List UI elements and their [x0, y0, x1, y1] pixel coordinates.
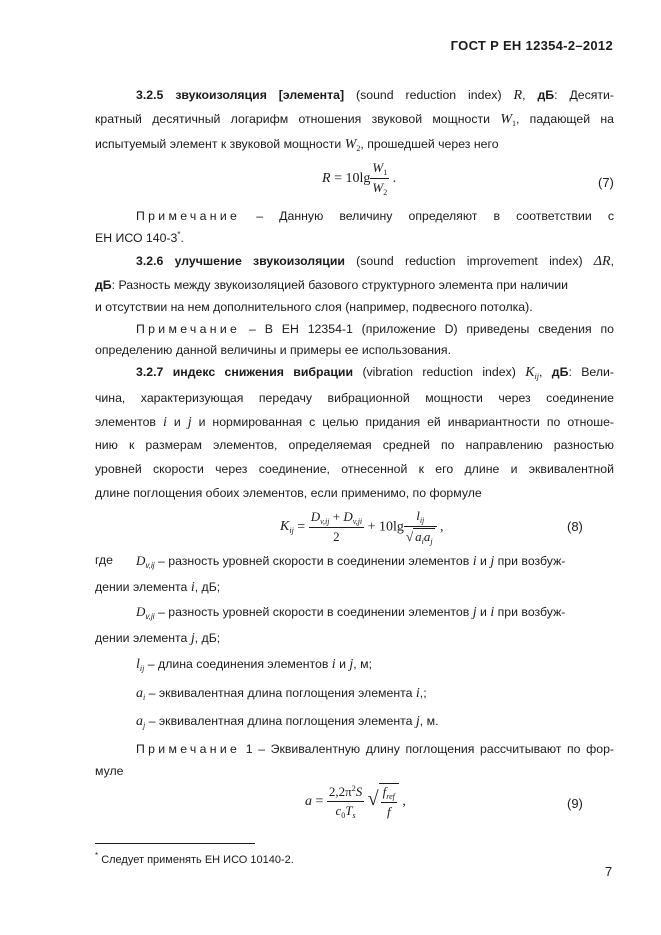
section-3-2-5-line-3: [95, 137, 614, 153]
definition-text: – эквивалентная длина поглощения элемента: [148, 714, 413, 728]
note-number: 1 –: [245, 742, 266, 756]
page-number: 7: [605, 864, 613, 879]
definition-text: длине поглощения обоих элементов, если применимо, по формуле: [95, 486, 482, 500]
note-label: Примечание: [136, 322, 241, 336]
definition-text: – разность уровней скорости в соединении элементов: [158, 605, 470, 619]
definition-aj: $a_j$ – эквивалентная длина поглощения элемента j, м.: [136, 714, 439, 730]
standard-code-header: ГОСТ Р ЕН 12354-2–2012: [450, 38, 613, 53]
definition-text: , дБ;: [194, 580, 221, 594]
note-final-line-2: [95, 764, 614, 778]
equation-8-number: (8): [567, 519, 583, 534]
definition-text: , м.: [419, 714, 439, 728]
note-text: муле: [95, 764, 124, 778]
note-3-2-5-line-2: ЕН ИСО 140-3*.: [95, 230, 184, 245]
section-3-2-7-line-2: [95, 391, 614, 405]
note-text: – В ЕН 12354-1 (приложение D) приведены сведения по: [249, 322, 615, 336]
note-3-2-6-line-1: [136, 322, 614, 336]
definition-text: испытуемый элемент к звуковой мощности: [95, 137, 342, 151]
section-number: 3.2.5: [136, 88, 164, 102]
section-3-2-7-line-4: [95, 438, 614, 452]
definition-text: ,;: [419, 686, 427, 700]
definition-text: дении элемента: [95, 580, 188, 594]
note-text: Эквивалентную длину поглощения рассчитывают по фор-: [270, 742, 614, 756]
definition-text: и: [480, 554, 487, 568]
definition-text: и: [480, 605, 487, 619]
definition-dvji-line-2: дении элемента j, дБ;: [95, 631, 221, 646]
where-label: где: [95, 553, 113, 567]
equation-9-number: (9): [567, 796, 583, 811]
footnote-marker: *: [95, 851, 99, 860]
definition-text: при возбуж-: [497, 554, 566, 568]
definition-text: – длина соединения элементов: [147, 657, 329, 671]
definition-text: при возбуж-: [497, 605, 566, 619]
definition-ai: $a_i$ – эквивалентная длина поглощения элемента i,;: [136, 686, 427, 702]
definition-text: элементов: [95, 415, 156, 429]
footnote: [95, 851, 294, 866]
definition-text: Разность между звукоизоляцией базового структурного элемента при наличии: [118, 278, 569, 292]
note-label: Примечание: [136, 742, 241, 756]
definition-text: , падающей на: [516, 112, 615, 126]
definition-text: , прошедшей через него: [360, 137, 499, 151]
definition-dvij: $D_{v,ij}$ – разность уровней скорости в соединении элементов i и j при возбуж-: [136, 553, 566, 570]
section-3-2-5-line-1: 3.2.5 звукоизоляция [элемента] (sound reduction index) R, дБ: Десяти-: [136, 88, 615, 103]
section-3-2-5-line-2: [95, 112, 614, 128]
english-term: (sound reduction improvement index): [356, 254, 583, 268]
term-title: звукоизоляция [элемента]: [175, 88, 345, 102]
definition-text: – разность уровней скорости в соединении элементов: [158, 554, 470, 568]
equation-9: a = $\frac{2,2\pi^2S}{c_0T_s}$ √ $\frac{f_{ref}}{f}$ ,: [305, 783, 406, 820]
definition-text: нию к размерам элементов, определяемая средней по направлению разностью: [95, 438, 614, 452]
definition-dvij-line-2: дении элемента i, дБ;: [95, 580, 221, 595]
equation-8: $K_{ij}$ = $\frac{D_{v,ij} + D_{v,ji}}{2}$ + 10lg $\frac{l_{ij}}{√ a_ia_j}$ ,: [280, 508, 444, 546]
definition-text: дении элемента: [95, 631, 188, 645]
note-3-2-6-line-2: [95, 343, 614, 357]
english-term: (vibration reduction index): [362, 365, 516, 379]
unit: дБ: [95, 278, 112, 292]
section-3-2-7-line-5: [95, 462, 614, 476]
definition-text: чина, характеризующая передачу вибрационной мощности через соединение: [95, 391, 614, 405]
term-title: улучшение звукоизоляции: [174, 254, 345, 268]
footnote-text: Следует применять ЕН ИСО 10140-2.: [101, 854, 294, 866]
definition-text: Десяти-: [569, 88, 615, 102]
section-3-2-6-line-3: [95, 300, 614, 314]
definition-lij: $l_{ij}$ – длина соединения элементов i и j, м;: [136, 657, 372, 673]
section-3-2-7-line-1: 3.2.7 индекс снижения вибрации (vibration reduction index) $K_{ij}$, дБ: Вели-: [136, 365, 614, 381]
note-final-line-1: [136, 742, 614, 756]
unit: дБ: [551, 365, 569, 379]
definition-text: , м;: [353, 657, 372, 671]
note-text: – Данную величину определяют в соответствии с: [256, 209, 614, 223]
symbol-r: R: [513, 88, 523, 103]
definition-dvji: $D_{v,ji}$ – разность уровней скорости в соединении элементов j и i при возбуж-: [136, 604, 566, 621]
term-title: индекс снижения вибрации: [172, 365, 354, 379]
definition-text: и нормированная с целью придания ей инвариантности по отноше-: [198, 415, 615, 429]
section-number: 3.2.7: [136, 365, 164, 379]
section-3-2-7-line-6: [95, 486, 614, 500]
note-label: Примечание: [136, 209, 241, 223]
definition-text: уровней скорости через соединение, отнесенной к его длине и эквивалентной: [95, 462, 614, 476]
equation-7: R = 10lg $\frac{W_1}{W_2}$ .: [322, 160, 397, 197]
section-3-2-6-line-1: 3.2.6 улучшение звукоизоляции (sound reduction improvement index) ΔR,: [136, 254, 614, 269]
symbol-kij: $K_{ij}$: [525, 365, 539, 381]
unit: дБ: [537, 88, 555, 102]
definition-text: и: [339, 657, 346, 671]
definition-text: – эквивалентная длина поглощения элемента: [148, 686, 413, 700]
footnote-marker-ref: *: [177, 230, 181, 239]
definition-text: кратный десятичный логарифм отношения звуковой мощности: [95, 112, 491, 126]
equation-7-number: (7): [598, 175, 614, 190]
note-text: определению данной величины и примеры ее использования.: [95, 343, 452, 357]
symbol-w2: $W_2$: [344, 137, 361, 153]
english-term: (sound reduction index): [356, 88, 502, 102]
symbol-delta-r: ΔR: [593, 254, 611, 269]
definition-text: , дБ;: [194, 631, 221, 645]
definition-text: и: [173, 415, 181, 429]
section-number: 3.2.6: [136, 254, 164, 268]
footnote-divider: [95, 843, 255, 844]
section-3-2-7-line-3: элементов i и j и нормированная с целью придания ей инвариантности по отноше-: [95, 415, 615, 430]
note-text: ЕН ИСО 140-3: [95, 231, 178, 245]
definition-text: и отсутствии на нем дополнительного слоя (например, подвесного потолка).: [95, 300, 533, 314]
definition-text: Вели-: [581, 365, 614, 379]
note-3-2-5-line-1: [136, 209, 614, 223]
section-3-2-6-line-2: дБ: Разность между звукоизоляцией базового структурного элемента при наличии: [95, 278, 569, 292]
symbol-w1: $W_1$: [500, 112, 516, 128]
